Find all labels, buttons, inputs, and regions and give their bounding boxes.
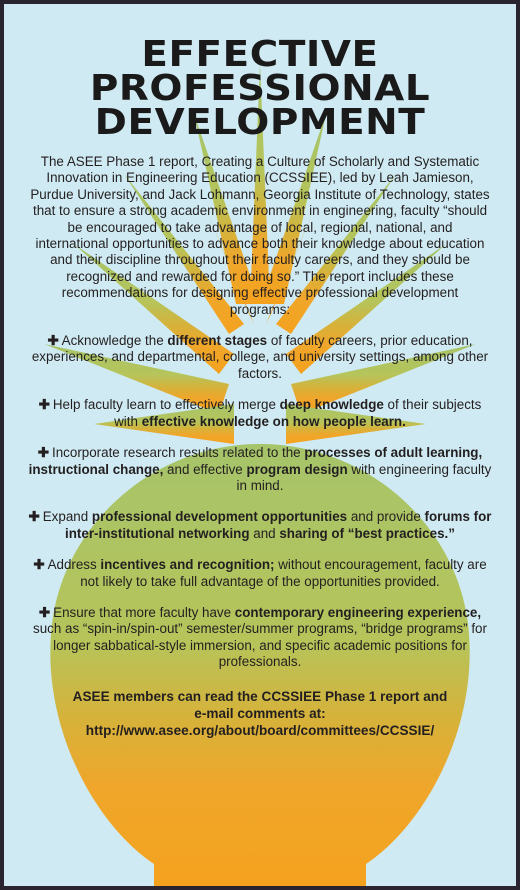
plus-icon: ✚: [37, 445, 50, 461]
plus-icon: ✚: [33, 557, 45, 573]
title-line-1: EFFECTIVE: [141, 34, 379, 75]
intro-paragraph: The ASEE Phase 1 report, Creating a Culture of Scholarly and Systematic Innovation in Engineering Education (CCSSIEE), led by Leah Jamieson, Purdue University, and Jack Lohmann, Georgia Institute of Technology, states that to ensure a strong academic environment in engineering, faculty “should be encouraged to take advantage of local, regional, national, and international opportunities to advance both their knowledge about education and their discipline throughout their faculty careers, and they should be recognized and rewarded for doing so.” The report includes these recommendations for designing effective professional development programs:: [30, 154, 490, 317]
plus-icon: ✚: [47, 333, 59, 349]
recommendation-item: ✚ Incorporate research results related to the processes of adult learning, instructional change, and effective program design with engineering faculty in mind.: [28, 445, 492, 493]
page-title: [4, 34, 516, 143]
recommendation-item: ✚ Help faculty learn to effectively merge deep knowledge of their subjects with effective knowledge on how people learn.: [38, 397, 482, 429]
recommendation-item: ✚ Expand professional development opportunities and provide forums for inter-institutional networking and sharing of “best practices.”: [28, 509, 492, 541]
footer-line-1: ASEE members can read the CCSSIEE Phase 1 report and: [72, 688, 448, 704]
plus-icon: ✚: [28, 509, 40, 525]
footer-note: [34, 688, 486, 739]
info-panel: [4, 4, 516, 886]
recommendation-item: ✚ Acknowledge the different stages of faculty careers, prior education, experiences, and departmental, college, and university settings, among other factors.: [31, 333, 489, 381]
plus-icon: ✚: [38, 604, 51, 620]
recommendation-item: ✚ Address incentives and recognition; without encouragement, faculty are not likely to take full advantage of the opportunities provided.: [33, 557, 487, 589]
footer-line-2: e-mail comments at:: [194, 705, 326, 721]
title-line-2: PROFESSIONAL: [89, 68, 431, 109]
report-url-link[interactable]: http://www.asee.org/about/board/committees/CCSSIE/: [85, 722, 435, 738]
plus-icon: ✚: [38, 397, 50, 413]
article-content: [4, 4, 516, 739]
recommendation-item: ✚ Ensure that more faculty have contemporary engineering experience, such as “spin-in/spin-out” semester/summer programs, “bridge programs” for longer sabbatical-style immersion, and specific academic positions for professionals.: [33, 604, 487, 670]
title-line-3: DEVELOPMENT: [94, 102, 426, 143]
